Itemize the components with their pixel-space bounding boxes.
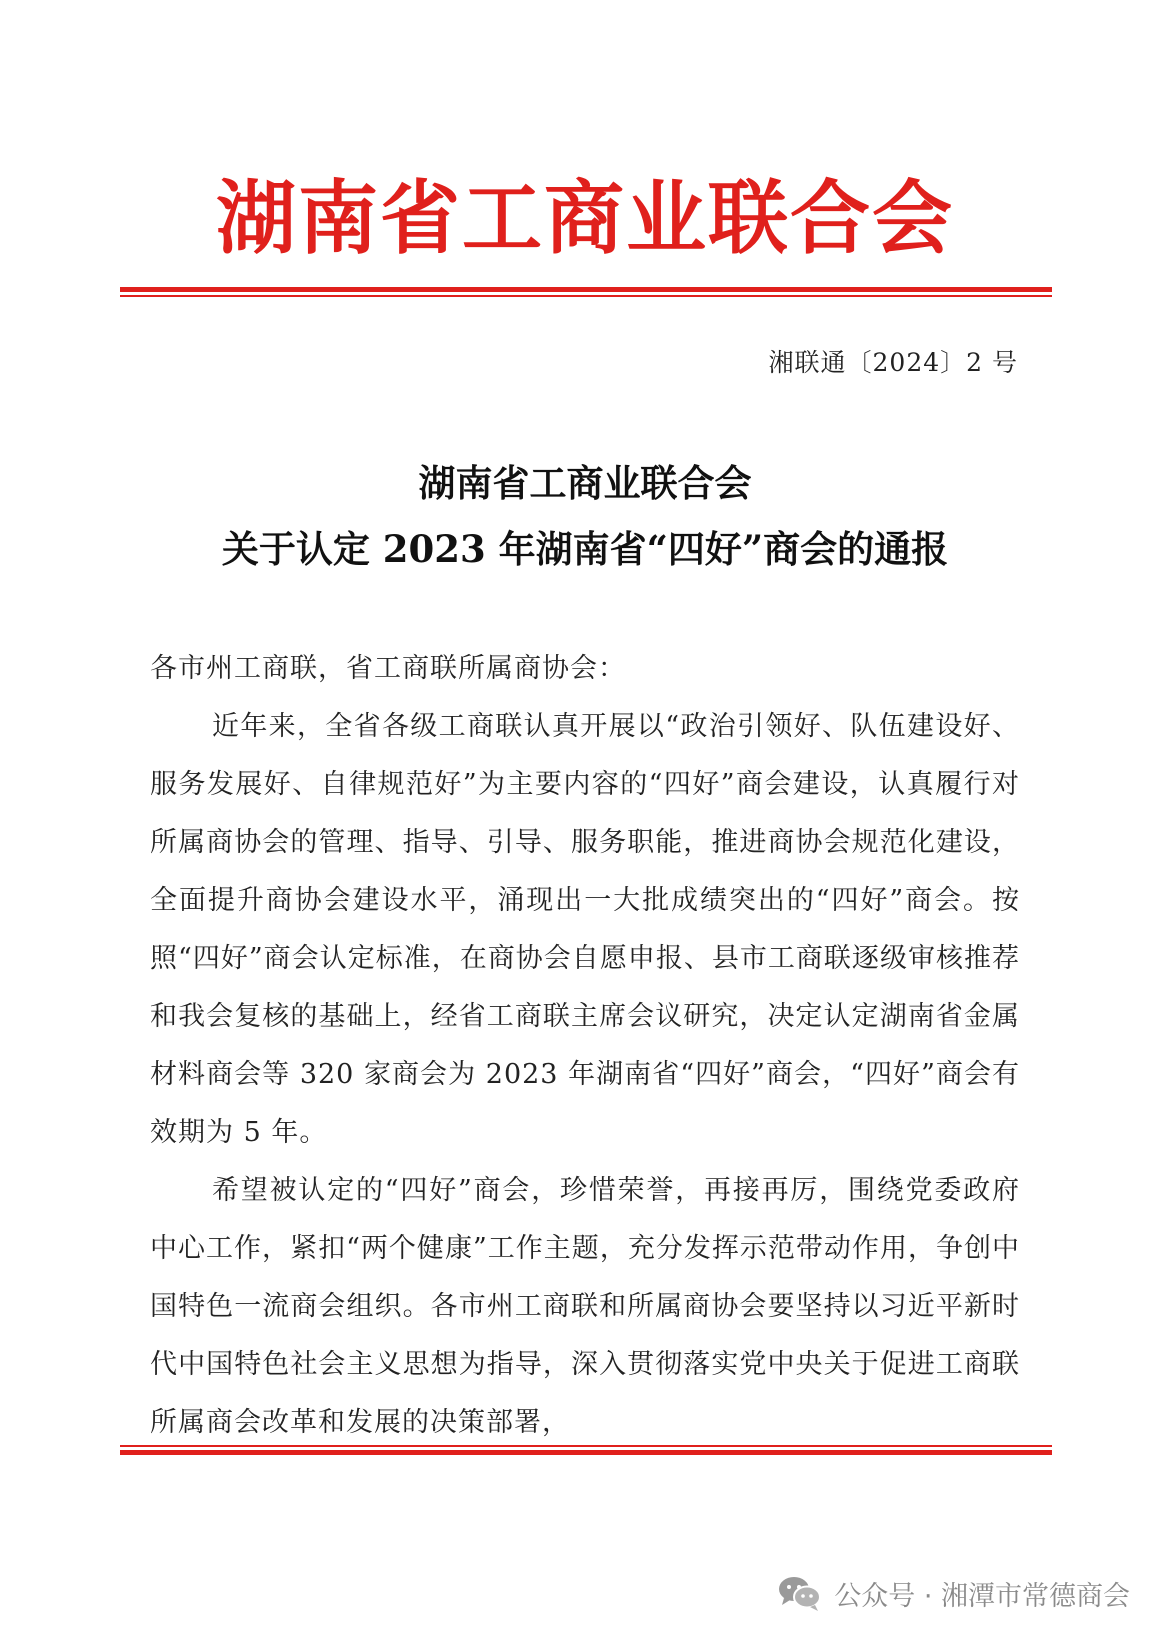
title-line-1: 湖南省工商业联合会 [418, 461, 752, 505]
title-line-2: 关于认定 2023 年湖南省“四好”商会的通报 [221, 527, 949, 571]
body-paragraph-1: 近年来，全省各级工商联认真开展以“政治引领好、队伍建设好、服务发展好、自律规范好”为主要内容的“四好”商会建设，认真履行对所属商协会的管理、指导、引导、服务职能，推进商协会规范化建设，全面提升商协会建设水平，涌现出一大批成绩突出的“四好”商会。按照“四好”商会认定标准，在商协会自愿申报、县市工商联逐级审核推荐和我会复核的基础上，经省工商联主席会议研究，决定认定湖南省金属材料商会等 320 家商会为 2023 年湖南省“四好”商会，“四好”商会有效期为 5 年。 [150, 711, 1020, 1148]
body-paragraph-2: 希望被认定的“四好”商会，珍惜荣誉，再接再厉，围绕党委政府中心工作，紧扣“两个健康”工作主题，充分发挥示范带动作用，争创中国特色一流商会组织。各市州工商联和所属商协会要坚持以习近平新时代中国特色社会主义思想为指导，深入贯彻落实党中央关于促进工商联所属商会改革和发展的决策部署， [150, 1175, 1020, 1438]
salutation: 各市州工商联，省工商联所属商协会： [150, 653, 626, 684]
document-number: 湘联通〔2024〕2 号 [768, 348, 1018, 377]
document-title [120, 450, 1050, 582]
organization-header: 湖南省工商业联合会 [216, 171, 954, 265]
footer-red-rule [120, 1445, 1052, 1455]
document-body [150, 640, 1020, 1452]
wechat-icon [776, 1573, 824, 1613]
watermark-text: 公众号 · 湘潭市常德商会 [834, 1580, 1130, 1612]
header-red-rule [120, 287, 1052, 297]
wechat-watermark [776, 1573, 1130, 1613]
